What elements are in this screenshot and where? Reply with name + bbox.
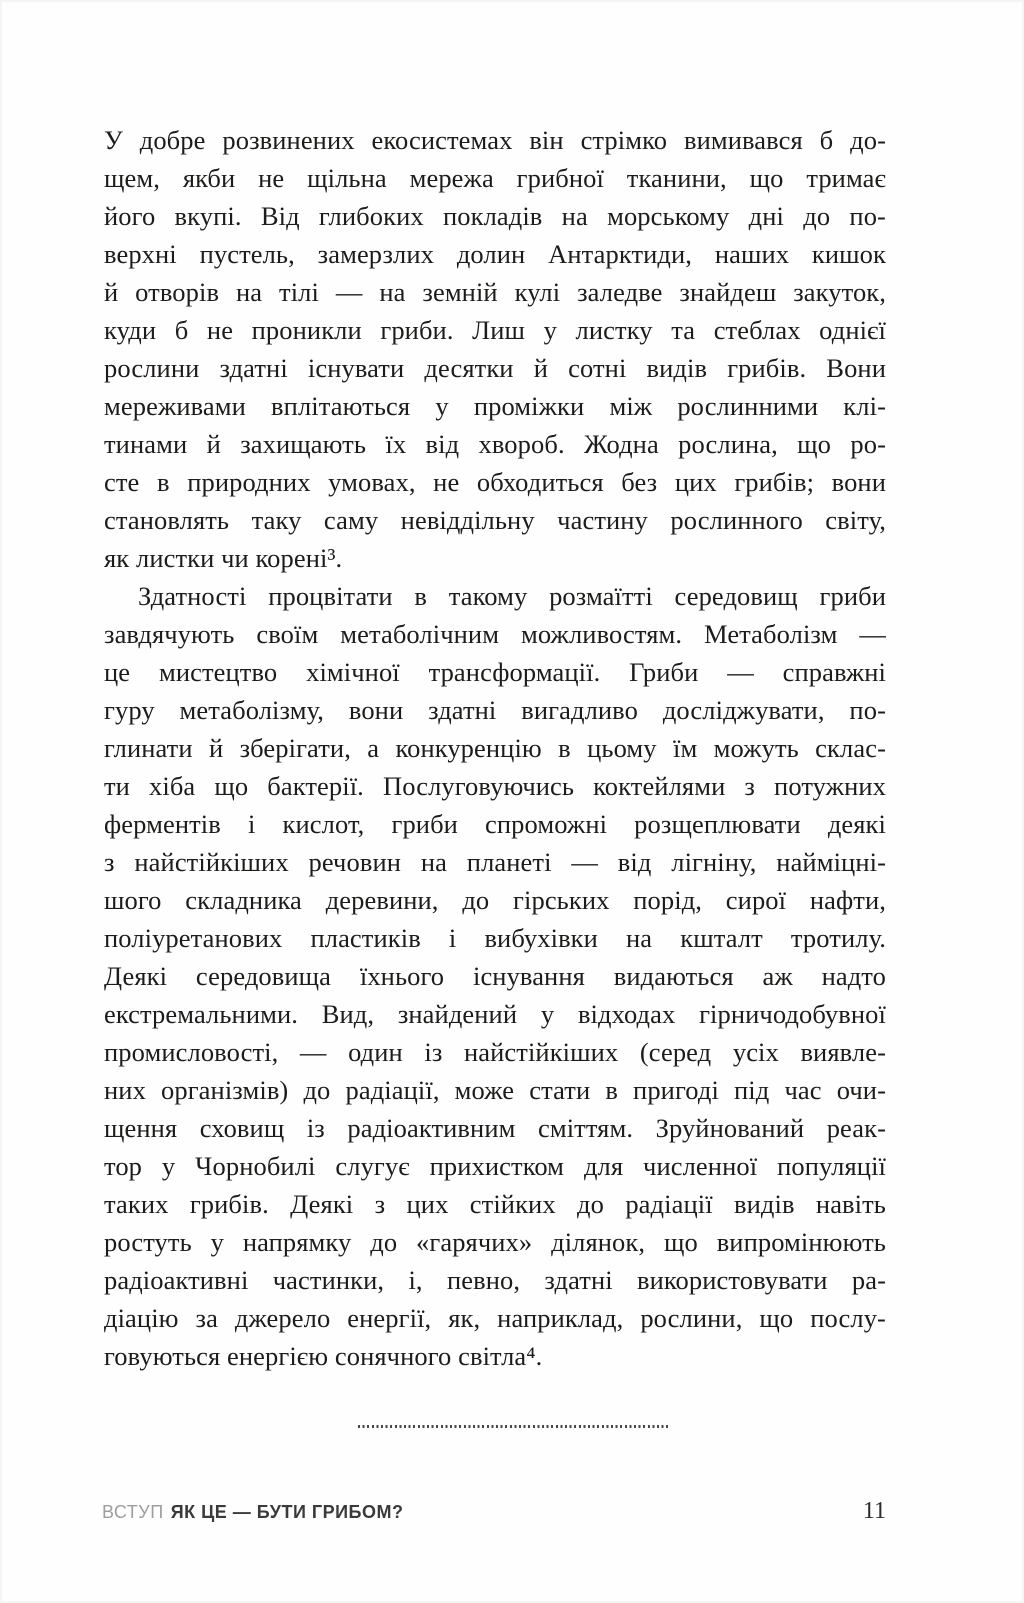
- text-line: говуються енергією сонячного світла⁴.: [104, 1341, 543, 1371]
- text-line: ростуть у напрямку до «гарячих» ділянок, що випромінюють: [104, 1227, 886, 1257]
- text-line: й отворів на тілі — на земній кулі заледве знайдеш закуток,: [104, 277, 886, 307]
- text-line: таких грибів. Деякі з цих стійких до радіації видів навіть: [104, 1189, 886, 1219]
- text-line: ферментів і кислот, гриби спроможні розщеплювати деякі: [104, 809, 886, 839]
- text-line: промисловості, — один із найстійкіших (серед усіх виявле-: [104, 1037, 886, 1067]
- text-line: Здатності процвітати в такому розмаїтті середовищ гриби: [138, 581, 886, 611]
- page-footer: [102, 1498, 886, 1525]
- text-line: тор у Чорнобилі слугує прихистком для численної популяції: [104, 1151, 886, 1181]
- text-line: сте в природних умовах, не обходиться без цих грибів; вони: [104, 467, 886, 497]
- running-header: [102, 1502, 403, 1523]
- text-line: верхні пустель, замерзлих долин Антарктиди, наших кишок: [104, 239, 886, 269]
- text-line: радіоактивні частинки, і, певно, здатні використовувати ра-: [104, 1265, 886, 1295]
- text-line: ти хіба що бактерії. Послуговуючись коктейлями з потужних: [104, 771, 886, 801]
- dotted-separator: [358, 1425, 670, 1428]
- text-line: куди б не проникли гриби. Лиш у листку та стеблах однієї: [104, 315, 886, 345]
- text-line: становлять таку саму невіддільну частину рослинного світу,: [104, 505, 886, 535]
- text-line: щем, якби не щільна мережа грибної тканини, що тримає: [104, 163, 886, 193]
- text-line: завдячують своїм метаболічним можливостям. Метаболізм —: [104, 619, 886, 649]
- text-line: його вкупі. Від глибоких покладів на морському дні до по-: [104, 201, 886, 231]
- page-number: 11: [862, 1498, 886, 1524]
- footer-chapter-title: ЯК ЦЕ — БУТИ ГРИБОМ?: [170, 1502, 404, 1522]
- text-line: них організмів) до радіації, може стати в пригоді під час очи-: [104, 1075, 886, 1105]
- paragraph-1: [104, 121, 886, 577]
- text-line: У добре розвинених екосистемах він стрімко вимивався б до-: [104, 125, 886, 155]
- text-line: Деякі середовища їхнього існування видаються аж надто: [104, 961, 886, 991]
- text-line: тинами й захищають їх від хвороб. Жодна рослина, що ро-: [104, 429, 886, 459]
- paragraph-2: [104, 577, 886, 1375]
- text-line: щення сховищ із радіоактивним сміттям. Зруйнований реак-: [104, 1113, 886, 1143]
- text-line: мереживами вплітаються у проміжки між рослинними клі-: [104, 391, 886, 421]
- footer-section-label: ВСТУП: [102, 1502, 164, 1522]
- text-line: це мистецтво хімічної трансформації. Гриби — справжні: [104, 657, 886, 687]
- text-line: екстремальними. Вид, знайдений у відходах гірничодобувної: [104, 999, 886, 1029]
- text-line: глинати й зберігати, а конкуренцію в цьому їм можуть склас-: [104, 733, 886, 763]
- text-line: як листки чи корені³.: [104, 543, 343, 573]
- text-line: з найстійкіших речовин на планеті — від лігніну, найміцні-: [104, 847, 886, 877]
- text-line: гуру метаболізму, вони здатні вигадливо досліджувати, по-: [104, 695, 886, 725]
- text-line: діацію за джерело енергії, як, наприклад, рослини, що послу-: [104, 1303, 886, 1333]
- body-text: [104, 121, 886, 1375]
- text-line: шого складника деревини, до гірських порід, сирої нафти,: [104, 885, 886, 915]
- text-line: поліуретанових пластиків і вибухівки на кшталт тротилу.: [104, 923, 886, 953]
- text-line: рослини здатні існувати десятки й сотні видів грибів. Вони: [104, 353, 886, 383]
